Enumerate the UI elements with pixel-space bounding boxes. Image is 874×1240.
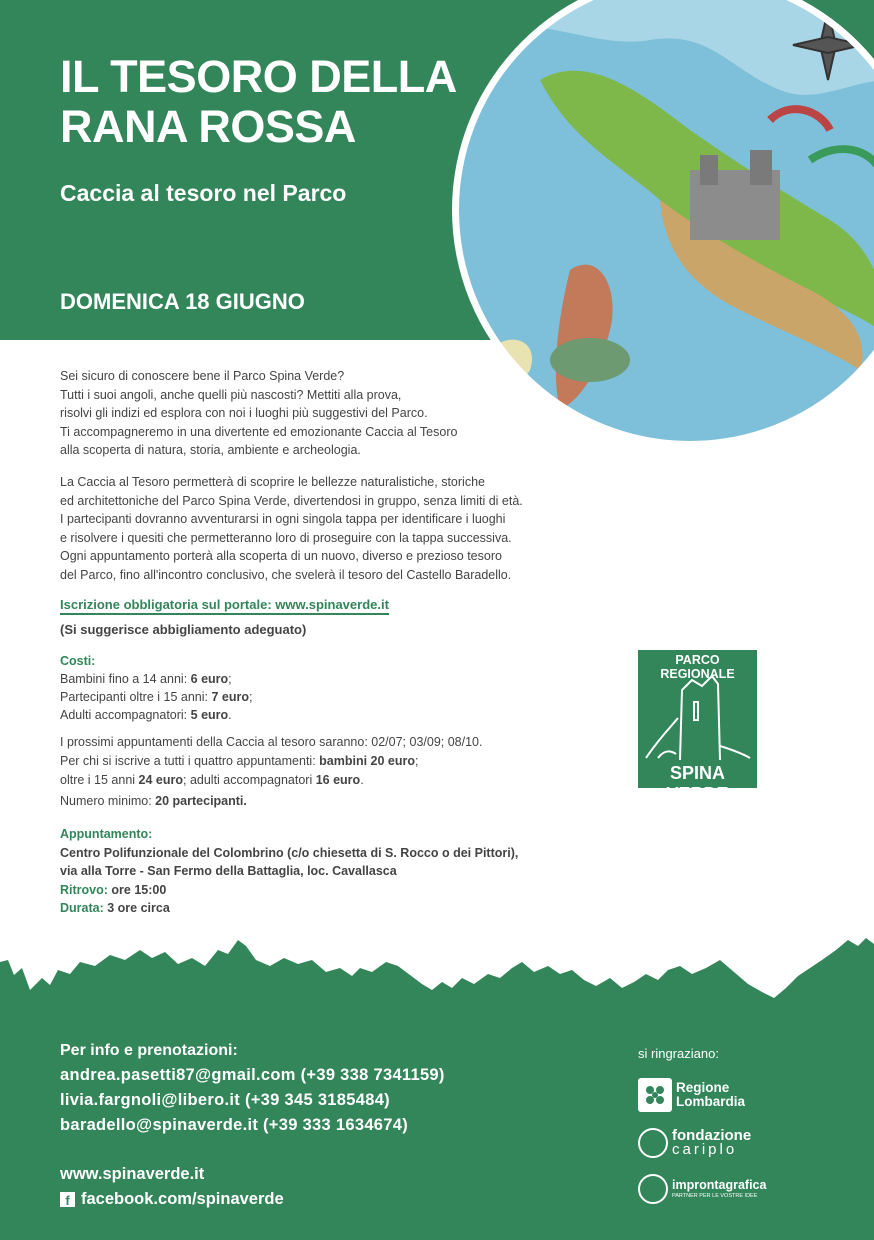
cost-row-label: Partecipanti oltre i 15 anni: — [60, 690, 212, 704]
ritrovo-row — [60, 881, 518, 900]
clothing-suggestion: (Si suggerisce abbigliamento adeguato) — [60, 622, 307, 637]
facebook-link-text: facebook.com/spinaverde — [81, 1190, 284, 1208]
cost-row-punct: . — [228, 708, 232, 722]
minimum-participants — [60, 794, 247, 808]
intro-line: Sei sicuro di conoscere bene il Parco Spina Verde? — [60, 369, 345, 383]
facebook-link[interactable] — [60, 1187, 284, 1212]
intro-line: Ti accompagneremo in una divertente ed emozionante Caccia al Tesoro — [60, 424, 458, 439]
sponsor-fondazione-cariplo — [638, 1128, 751, 1158]
costs-section — [60, 652, 252, 724]
title-line-1: IL TESORO DELLA — [60, 51, 457, 102]
cost-row-label: Adulti accompagnatori: — [60, 708, 191, 722]
description-line: Ogni appuntamento porterà alla scoperta di un nuovo, diverso e prezioso tesoro — [60, 549, 502, 563]
ritrovo-label: Ritrovo: — [60, 882, 108, 897]
intro-line: alla scoperta di natura, storia, ambiente e archeologia. — [60, 443, 361, 457]
cost-row — [60, 706, 252, 724]
next-dates-section — [60, 733, 482, 790]
sponsor-line: cariplo — [672, 1141, 738, 1158]
event-date: DOMENICA 18 GIUGNO — [60, 289, 305, 314]
sponsor-line: PARTNER PER LE VOSTRE IDEE — [672, 1193, 758, 1199]
page-title — [60, 52, 480, 152]
park-logo-bottom: SPINA VERDE — [666, 763, 729, 804]
description-line: ed architettoniche del Parco Spina Verde, divertendosi in gruppo, senza limiti di età. — [60, 493, 523, 508]
price-bold: bambini 20 euro — [319, 754, 416, 768]
fondazione-cariplo-icon — [638, 1128, 668, 1158]
next-dates-line — [60, 771, 482, 790]
intro-line: Tutti i suoi angoli, anche quelli più nascosti? Mettiti alla prova, — [60, 387, 402, 402]
info-heading: Per info e prenotazioni: — [60, 1042, 238, 1059]
cost-row — [60, 688, 252, 706]
sponsor-regione-lombardia — [638, 1078, 745, 1112]
web-links — [60, 1162, 284, 1212]
info-section — [60, 1038, 445, 1138]
next-dates-line: I prossimi appuntamenti della Caccia al tesoro saranno: 02/07; 03/09; 08/10. — [60, 735, 483, 749]
appointment-line: via alla Torre - San Fermo della Battaglia, loc. Cavallasca — [60, 864, 397, 878]
title-line-2: RANA ROSSA — [60, 101, 356, 152]
cost-row-label: Bambini fino a 14 anni: — [60, 672, 191, 686]
description-line: I partecipanti dovranno avventurarsi in ogni singola tappa per identificare i luoghi — [60, 512, 506, 526]
appointment-line: Centro Polifunzionale del Colombrino (c/o chiesetta di S. Rocco o dei Pittori), — [60, 845, 519, 860]
regione-lombardia-icon — [638, 1078, 672, 1112]
thanks-label: si ringraziano: — [638, 1046, 719, 1061]
costs-label: Costi: — [60, 654, 96, 668]
description-line: del Parco, fino all'incontro conclusivo, che svelerà il tesoro del Castello Baradello. — [60, 567, 512, 582]
subtitle: Caccia al tesoro nel Parco — [60, 180, 347, 206]
text-segment: . — [360, 773, 364, 787]
website-link[interactable]: www.spinaverde.it — [60, 1165, 205, 1183]
sponsor-line: improntagrafica — [672, 1178, 767, 1192]
minimum-value: 20 partecipanti. — [155, 794, 247, 808]
cost-row-value: 7 euro — [211, 690, 249, 704]
sponsor-improntagrafica — [638, 1174, 766, 1204]
appointment-label: Appuntamento: — [60, 827, 153, 841]
appointment-section — [60, 825, 518, 918]
facebook-icon: f — [60, 1192, 75, 1207]
description-line: La Caccia al Tesoro permetterà di scoprire le bellezze naturalistiche, storiche — [60, 475, 485, 489]
contact-line[interactable]: baradello@spinaverde.it (+39 333 1634674) — [60, 1116, 409, 1134]
park-logo — [638, 650, 757, 804]
contact-line[interactable]: livia.fargnoli@libero.it (+39 345 3185484) — [60, 1091, 390, 1109]
sponsor-line: Lombardia — [676, 1094, 746, 1109]
cost-row-punct: ; — [228, 672, 232, 686]
price-bold: 16 euro — [315, 773, 361, 787]
minimum-label: Numero minimo: — [60, 794, 156, 808]
text-segment: Per chi si iscrive a tutti i quattro appuntamenti: — [60, 754, 320, 768]
cost-row-punct: ; — [249, 690, 253, 704]
description-line: e risolvere i quesiti che permetteranno loro di proseguire con la tappa successiva. — [60, 530, 512, 545]
text-segment: ; — [415, 754, 419, 768]
intro-line: risolvi gli indizi ed esplora con noi i luoghi più suggestivi del Parco. — [60, 406, 428, 420]
improntagrafica-icon — [638, 1174, 668, 1204]
text-segment: oltre i 15 anni — [60, 773, 139, 787]
next-dates-line — [60, 752, 482, 771]
cost-row-value: 6 euro — [190, 672, 229, 686]
sponsor-line: Regione — [676, 1080, 730, 1095]
text-segment: ; adulti accompagnatori — [183, 773, 316, 787]
contact-line[interactable]: andrea.pasetti87@gmail.com (+39 338 7341159) — [60, 1066, 445, 1084]
cost-row-value: 5 euro — [190, 708, 229, 722]
intro-paragraph — [60, 367, 530, 460]
durata-label: Durata: — [60, 901, 104, 915]
price-bold: 24 euro — [138, 773, 183, 787]
durata-value: 3 ore circa — [103, 901, 170, 915]
sponsor-line: fondazione — [672, 1127, 752, 1144]
cost-row — [60, 670, 252, 688]
durata-row — [60, 899, 518, 918]
park-logo-top: PARCO REGIONALE — [660, 653, 735, 681]
signup-link[interactable]: Iscrizione obbligatoria sul portale: www.spinaverde.it — [60, 597, 389, 615]
ritrovo-value: ore 15:00 — [107, 882, 167, 897]
description-paragraph — [60, 473, 560, 584]
